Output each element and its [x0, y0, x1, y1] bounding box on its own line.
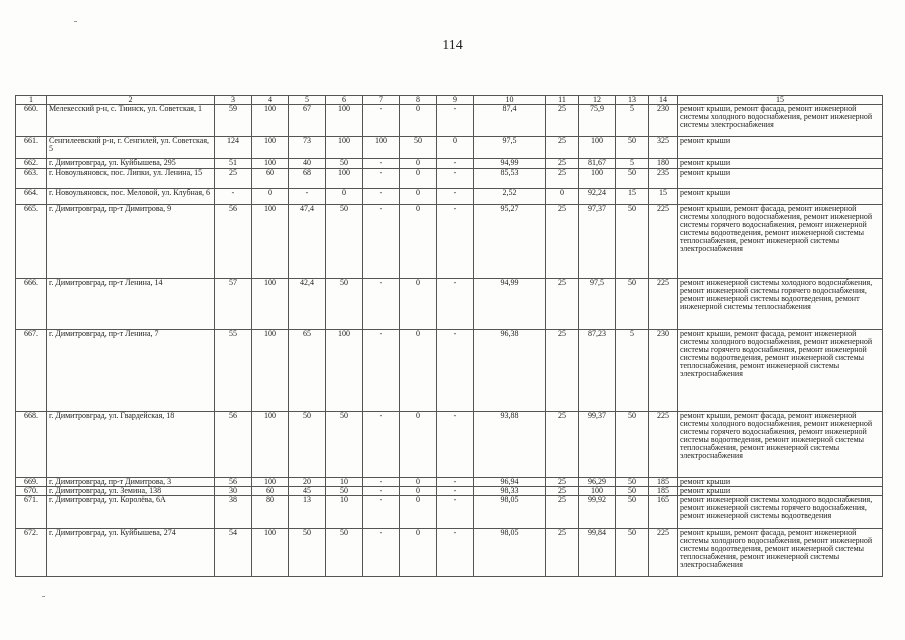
col-9: -: [437, 529, 474, 577]
table-row: [16, 159, 883, 169]
col-10: 94,99: [474, 159, 546, 169]
col-10: 2,52: [474, 189, 546, 205]
col-13: 50: [616, 496, 649, 529]
col-7: -: [363, 189, 400, 205]
col-11: 25: [546, 105, 579, 137]
col-6: 10: [326, 478, 363, 487]
col-11: 25: [546, 159, 579, 169]
col-7: -: [363, 529, 400, 577]
col-12: 99,92: [579, 496, 616, 529]
col-4: 80: [252, 496, 289, 529]
col-13: 50: [616, 169, 649, 189]
col-11: 25: [546, 169, 579, 189]
col-14: 225: [649, 412, 678, 478]
repair-table: [15, 95, 883, 577]
col-5: 65: [289, 330, 326, 412]
col-12: 97,37: [579, 205, 616, 279]
col-3: -: [215, 189, 252, 205]
col-9: -: [437, 478, 474, 487]
col-5: 45: [289, 487, 326, 496]
col-9: -: [437, 330, 474, 412]
col-5: -: [289, 189, 326, 205]
col-3: 57: [215, 279, 252, 330]
row-number: 660.: [16, 105, 47, 137]
col-4: 60: [252, 169, 289, 189]
col-14: 15: [649, 189, 678, 205]
works-list: ремонт инженерной системы холодного водоснабжения, ремонт инженерной системы горячего водоснабжения, ремонт инженерной системы водоотведения: [678, 496, 883, 529]
col-7: -: [363, 205, 400, 279]
col-7: -: [363, 159, 400, 169]
col-14: 185: [649, 487, 678, 496]
col-3: 56: [215, 412, 252, 478]
table-row: [16, 529, 883, 577]
col-6: 50: [326, 205, 363, 279]
col-10: 98,05: [474, 529, 546, 577]
column-header: 13: [616, 96, 649, 105]
col-6: 100: [326, 169, 363, 189]
col-3: 51: [215, 159, 252, 169]
address: Мелекесский р-н, с. Тиинск, ул. Советская, 1: [47, 105, 215, 137]
col-10: 95,27: [474, 205, 546, 279]
column-header: 7: [363, 96, 400, 105]
col-8: 50: [400, 137, 437, 159]
col-9: -: [437, 169, 474, 189]
column-header: 15: [678, 96, 883, 105]
col-10: 96,94: [474, 478, 546, 487]
col-8: 0: [400, 487, 437, 496]
table-row: [16, 189, 883, 205]
works-list: ремонт инженерной системы холодного водоснабжения, ремонт инженерной системы горячего водоснабжения, ремонт инженерной системы водоотведения, ремонт инженерной системы теплоснабжения: [678, 279, 883, 330]
col-8: 0: [400, 205, 437, 279]
col-10: 98,33: [474, 487, 546, 496]
column-header: 11: [546, 96, 579, 105]
col-5: 13: [289, 496, 326, 529]
col-14: 230: [649, 330, 678, 412]
column-header: 10: [474, 96, 546, 105]
address: г. Димитровград, ул. Куйбышева, 295: [47, 159, 215, 169]
col-14: 180: [649, 159, 678, 169]
col-11: 25: [546, 279, 579, 330]
col-13: 50: [616, 205, 649, 279]
col-14: 235: [649, 169, 678, 189]
col-8: 0: [400, 159, 437, 169]
address: г. Димитровград, ул. Земина, 138: [47, 487, 215, 496]
col-12: 100: [579, 169, 616, 189]
col-14: 325: [649, 137, 678, 159]
table-row: [16, 169, 883, 189]
works-list: ремонт крыши: [678, 478, 883, 487]
table-row: [16, 487, 883, 496]
col-14: 225: [649, 529, 678, 577]
col-12: 99,84: [579, 529, 616, 577]
column-header: 12: [579, 96, 616, 105]
col-7: -: [363, 496, 400, 529]
col-5: 47,4: [289, 205, 326, 279]
col-9: -: [437, 412, 474, 478]
address: г. Димитровград, ул. Куйбышева, 274: [47, 529, 215, 577]
col-7: -: [363, 478, 400, 487]
works-list: ремонт крыши, ремонт фасада, ремонт инженерной системы холодного водоснабжения, ремонт инженерной системы горячего водоснабжения, ремонт инженерной системы водоотведения, ремонт инженерной системы теплоснабжения, ремонт инженерной системы электроснабжения: [678, 412, 883, 478]
col-7: 100: [363, 137, 400, 159]
col-8: 0: [400, 189, 437, 205]
col-4: 100: [252, 529, 289, 577]
col-5: 73: [289, 137, 326, 159]
column-header: 2: [47, 96, 215, 105]
col-10: 96,38: [474, 330, 546, 412]
col-4: 60: [252, 487, 289, 496]
scan-mark: [74, 21, 77, 22]
table-row: [16, 279, 883, 330]
col-3: 56: [215, 205, 252, 279]
col-10: 94,99: [474, 279, 546, 330]
col-11: 25: [546, 487, 579, 496]
works-list: ремонт крыши: [678, 137, 883, 159]
col-8: 0: [400, 169, 437, 189]
row-number: 666.: [16, 279, 47, 330]
col-9: -: [437, 205, 474, 279]
col-11: 25: [546, 412, 579, 478]
col-6: 50: [326, 412, 363, 478]
works-list: ремонт крыши, ремонт фасада, ремонт инженерной системы холодного водоснабжения, ремонт инженерной системы водоотведения, ремонт инженерной системы теплоснабжения, ремонт инженерной системы электроснабжения: [678, 529, 883, 577]
address: г. Димитровград, ул. Королёва, 6А: [47, 496, 215, 529]
col-9: -: [437, 159, 474, 169]
col-3: 25: [215, 169, 252, 189]
col-8: 0: [400, 529, 437, 577]
col-13: 5: [616, 159, 649, 169]
col-13: 50: [616, 137, 649, 159]
col-8: 0: [400, 105, 437, 137]
col-5: 40: [289, 159, 326, 169]
col-9: -: [437, 487, 474, 496]
scan-mark: [42, 596, 45, 597]
col-14: 165: [649, 496, 678, 529]
col-8: 0: [400, 496, 437, 529]
col-6: 50: [326, 279, 363, 330]
col-7: -: [363, 169, 400, 189]
row-number: 663.: [16, 169, 47, 189]
col-7: -: [363, 487, 400, 496]
works-list: ремонт крыши, ремонт фасада, ремонт инженерной системы холодного водоснабжения, ремонт инженерной системы электроснабжения: [678, 105, 883, 137]
address: г. Димитровград, пр-т Ленина, 7: [47, 330, 215, 412]
col-5: 67: [289, 105, 326, 137]
col-4: 100: [252, 105, 289, 137]
col-8: 0: [400, 279, 437, 330]
header-row: [16, 96, 883, 105]
col-4: 100: [252, 279, 289, 330]
col-10: 85,53: [474, 169, 546, 189]
col-14: 225: [649, 279, 678, 330]
column-header: 6: [326, 96, 363, 105]
works-list: ремонт крыши: [678, 189, 883, 205]
col-7: -: [363, 330, 400, 412]
col-3: 56: [215, 478, 252, 487]
row-number: 672.: [16, 529, 47, 577]
col-3: 59: [215, 105, 252, 137]
col-10: 98,05: [474, 496, 546, 529]
column-header: 1: [16, 96, 47, 105]
col-13: 50: [616, 279, 649, 330]
col-6: 0: [326, 189, 363, 205]
page-number: 114: [442, 38, 463, 53]
col-11: 25: [546, 478, 579, 487]
col-7: -: [363, 412, 400, 478]
col-13: 50: [616, 529, 649, 577]
col-7: -: [363, 105, 400, 137]
col-14: 225: [649, 205, 678, 279]
address: г. Димитровград, пр-т Димитрова, 3: [47, 478, 215, 487]
col-13: 50: [616, 478, 649, 487]
col-10: 93,88: [474, 412, 546, 478]
col-4: 100: [252, 412, 289, 478]
col-4: 100: [252, 159, 289, 169]
works-list: ремонт крыши: [678, 159, 883, 169]
col-9: -: [437, 189, 474, 205]
col-14: 230: [649, 105, 678, 137]
col-3: 54: [215, 529, 252, 577]
col-9: -: [437, 279, 474, 330]
col-14: 185: [649, 478, 678, 487]
row-number: 667.: [16, 330, 47, 412]
works-list: ремонт крыши, ремонт фасада, ремонт инженерной системы холодного водоснабжения, ремонт инженерной системы горячего водоснабжения, ремонт инженерной системы водоотведения, ремонт инженерной системы теплоснабжения, ремонт инженерной системы электроснабжения: [678, 205, 883, 279]
column-header: 5: [289, 96, 326, 105]
col-8: 0: [400, 478, 437, 487]
col-6: 50: [326, 529, 363, 577]
col-12: 99,37: [579, 412, 616, 478]
col-4: 100: [252, 137, 289, 159]
col-6: 10: [326, 496, 363, 529]
col-12: 92,24: [579, 189, 616, 205]
row-number: 669.: [16, 478, 47, 487]
row-number: 671.: [16, 496, 47, 529]
table-row: [16, 330, 883, 412]
col-3: 30: [215, 487, 252, 496]
table-row: [16, 478, 883, 487]
col-12: 75,9: [579, 105, 616, 137]
col-5: 68: [289, 169, 326, 189]
col-6: 50: [326, 487, 363, 496]
col-11: 25: [546, 205, 579, 279]
column-header: 3: [215, 96, 252, 105]
col-11: 25: [546, 496, 579, 529]
col-4: 100: [252, 205, 289, 279]
works-list: ремонт крыши, ремонт фасада, ремонт инженерной системы холодного водоснабжения, ремонт инженерной системы горячего водоснабжения, ремонт инженерной системы водоотведения, ремонт инженерной системы теплоснабжения, ремонт инженерной системы электроснабжения: [678, 330, 883, 412]
col-9: 0: [437, 137, 474, 159]
col-6: 100: [326, 105, 363, 137]
row-number: 665.: [16, 205, 47, 279]
col-11: 25: [546, 330, 579, 412]
address: г. Новоульяновск, пос. Липки, ул. Ленина, 15: [47, 169, 215, 189]
col-11: 25: [546, 137, 579, 159]
works-list: ремонт крыши: [678, 169, 883, 189]
column-header: 8: [400, 96, 437, 105]
col-4: 100: [252, 330, 289, 412]
col-11: 25: [546, 529, 579, 577]
table-row: [16, 205, 883, 279]
col-7: -: [363, 279, 400, 330]
col-12: 87,23: [579, 330, 616, 412]
works-list: ремонт крыши: [678, 487, 883, 496]
row-number: 662.: [16, 159, 47, 169]
col-13: 5: [616, 105, 649, 137]
column-header: 14: [649, 96, 678, 105]
col-10: 87,4: [474, 105, 546, 137]
col-4: 0: [252, 189, 289, 205]
col-3: 55: [215, 330, 252, 412]
col-10: 97,5: [474, 137, 546, 159]
address: Сенгилеевский р-н, г. Сенгилей, ул. Советская, 5: [47, 137, 215, 159]
col-13: 50: [616, 412, 649, 478]
col-5: 50: [289, 412, 326, 478]
column-header: 9: [437, 96, 474, 105]
col-8: 0: [400, 330, 437, 412]
col-8: 0: [400, 412, 437, 478]
table-row: [16, 105, 883, 137]
col-13: 50: [616, 487, 649, 496]
col-6: 100: [326, 137, 363, 159]
col-12: 81,67: [579, 159, 616, 169]
address: г. Димитровград, пр-т Димитрова, 9: [47, 205, 215, 279]
col-12: 100: [579, 137, 616, 159]
col-12: 96,29: [579, 478, 616, 487]
col-9: -: [437, 496, 474, 529]
row-number: 668.: [16, 412, 47, 478]
col-11: 0: [546, 189, 579, 205]
row-number: 661.: [16, 137, 47, 159]
row-number: 670.: [16, 487, 47, 496]
column-header: 4: [252, 96, 289, 105]
col-3: 38: [215, 496, 252, 529]
table-row: [16, 496, 883, 529]
col-5: 50: [289, 529, 326, 577]
col-5: 20: [289, 478, 326, 487]
table-row: [16, 412, 883, 478]
col-6: 100: [326, 330, 363, 412]
col-3: 124: [215, 137, 252, 159]
address: г. Димитровград, ул. Гвардейская, 18: [47, 412, 215, 478]
col-12: 100: [579, 487, 616, 496]
col-13: 5: [616, 330, 649, 412]
col-4: 100: [252, 478, 289, 487]
table-row: [16, 137, 883, 159]
col-13: 15: [616, 189, 649, 205]
address: г. Димитровград, пр-т Ленина, 14: [47, 279, 215, 330]
address: г. Новоульяновск, пос. Меловой, ул. Клубная, 6: [47, 189, 215, 205]
col-12: 97,5: [579, 279, 616, 330]
col-9: -: [437, 105, 474, 137]
col-5: 42,4: [289, 279, 326, 330]
col-6: 50: [326, 159, 363, 169]
row-number: 664.: [16, 189, 47, 205]
